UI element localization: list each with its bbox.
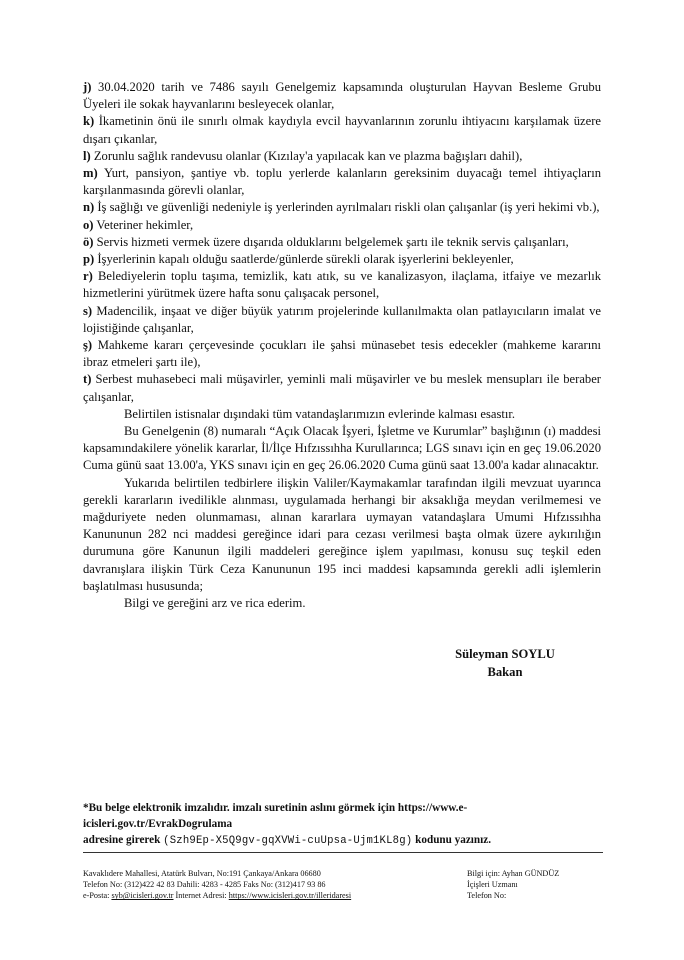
footer-info-contact: Bilgi için: Ayhan GÜNDÜZ xyxy=(467,869,560,878)
list-item-k: k) İkametinin önü ile sınırlı olmak kaydıyla evcil hayvanlarının zorunlu ihtiyacını karşılamak üzere dışarı çıkanlar, xyxy=(83,114,601,146)
list-item-r: r) Belediyelerin toplu taşıma, temizlik, katı atık, su ve kanalizasyon, ilaçlama, itfaiye ve mezarlık hizmetlerini yürütmek üzere hafta sonu çalışacak personel, xyxy=(83,269,601,301)
list-item-o: o) Veteriner hekimler, xyxy=(83,217,194,232)
paragraph-exam-decisions: Bu Genelgenin (8) numaralı “Açık Olacak İşyeri, İşletme ve Kurumlar” başlığının (ı) maddesi kapsamındakilere yönelik kararlar, İl/İlçe Hıfzıssıhha Kurullarınca; LGS sınavı için en geç 19.06.2020 Cuma günü saat 13.00'a, YKS sınavı için en geç 26.06.2020 Cuma günü saat 13.00'a kadar alınacaktır. xyxy=(83,424,601,473)
e-signature-note xyxy=(83,800,603,849)
footer-info-block xyxy=(467,868,607,902)
footer-address-block xyxy=(83,868,463,902)
list-item-o-umlaut: ö) Servis hizmeti vermek üzere dışarıda olduklarını belgelemek şartı ile teknik servis çalışanları, xyxy=(83,234,569,249)
footer-phone: Telefon No: (312)422 42 83 Dahili: 4283 - 4285 Faks No: (312)417 93 86 xyxy=(83,880,326,890)
signature-block xyxy=(410,646,600,681)
list-item-m: m) Yurt, pansiyon, şantiye vb. toplu yerlerde kalanların gereksinim duyacağı temel ihtiyaçların karşılanmasında görevli olanlar, xyxy=(83,166,601,198)
document-body xyxy=(83,79,601,612)
list-item-n: n) İş sağlığı ve güvenliği nedeniyle iş yerlerinden ayrılmaları riskli olan çalışanlar (iş yeri hekimi vb.), xyxy=(83,200,600,215)
email-link[interactable]: syb@icisleri.gov.tr xyxy=(111,891,174,901)
list-item-t: t) Serbest muhasebeci mali müşavirler, yeminli mali müşavirler ve bu meslek mensupları ile beraber çalışanlar, xyxy=(83,372,601,404)
e-signature-line-2: adresine girerek (Szh9Ep-X5Q9gv-gqXVWi-cuUpsa-Ujm1KL8g) kodunu yazınız. xyxy=(83,834,492,847)
paragraph-closing: Bilgi ve gereğini arz ve rica ederim. xyxy=(124,596,306,611)
footer-info-phone: Telefon No: xyxy=(467,891,507,901)
footer-divider xyxy=(83,852,603,853)
list-item-l: l) Zorunlu sağlık randevusu olanlar (Kızılay'a yapılacak kan ve plazma bağışları dahil), xyxy=(83,148,523,163)
list-item-s-cedilla: ş) Mahkeme kararı çerçevesinde çocukları ile şahsi münasebet tesis edecekler (mahkeme kararını ibraz etmeleri şartı ile), xyxy=(83,338,601,370)
signatory-title: Bakan xyxy=(487,664,523,679)
footer-contact-links: e-Posta: syb@icisleri.gov.tr İnternet Adresi: https://www.icisleri.gov.tr/illeridaresi xyxy=(83,891,352,901)
list-item-p: p) İşyerlerinin kapalı olduğu saatlerde/günlerde sürekli olarak işyerlerini bekleyenler, xyxy=(83,252,514,267)
e-signature-line-1: *Bu belge elektronik imzalıdır. imzalı suretinin aslını görmek için https://www.e-icisleri.gov.tr/EvrakDogrulama xyxy=(83,802,468,830)
verification-code: (Szh9Ep-X5Q9gv-gqXVWi-cuUpsa-Ujm1KL8g) xyxy=(163,835,413,847)
footer-address: Kavaklıdere Mahallesi, Atatürk Bulvarı, No:191 Çankaya/Ankara 06680 xyxy=(83,869,321,878)
website-link[interactable]: https://www.icisleri.gov.tr/illeridaresi xyxy=(228,891,352,901)
paragraph-measures: Yukarıda belirtilen tedbirlere ilişkin Valiler/Kaymakamlar tarafından ilgili mevzuat uyarınca gerekli kararların ivedilikle alınması, uygulamada herhangi bir aksaklığa meydan verilmemesi ve mağduriyete neden olunmaması, alınan kararlara uymayan vatandaşlara Umumi Hıfzıssıhha Kanununun 282 nci maddesi gereğince idari para cezası verilmesi başta olmak üzere aykırılığın durumuna göre Kanunun ilgili maddeleri gereğince işlem yapılması, konusu suç teşkil eden davranışlara ilişkin Türk Ceza Kanununun 195 inci maddesi kapsamında gerekli adli işlemlerin başlatılması hususunda; xyxy=(83,475,601,593)
paragraph-exceptions: Belirtilen istisnalar dışındaki tüm vatandaşlarımızın evlerinde kalması esastır. xyxy=(124,406,516,421)
list-item-s: s) Madencilik, inşaat ve diğer büyük yatırım projelerinde kullanılmakta olan patlayıcıların imalat ve lojistiğinde çalışanlar, xyxy=(83,303,601,335)
footer-info-role: İçişleri Uzmanı xyxy=(467,880,518,890)
signatory-name: Süleyman SOYLU xyxy=(455,647,555,661)
list-item-j: j) 30.04.2020 tarih ve 7486 sayılı Genelgemiz kapsamında oluşturulan Hayvan Besleme Grubu Üyeleri ile sokak hayvanlarını besleyecek olanlar, xyxy=(83,80,601,112)
